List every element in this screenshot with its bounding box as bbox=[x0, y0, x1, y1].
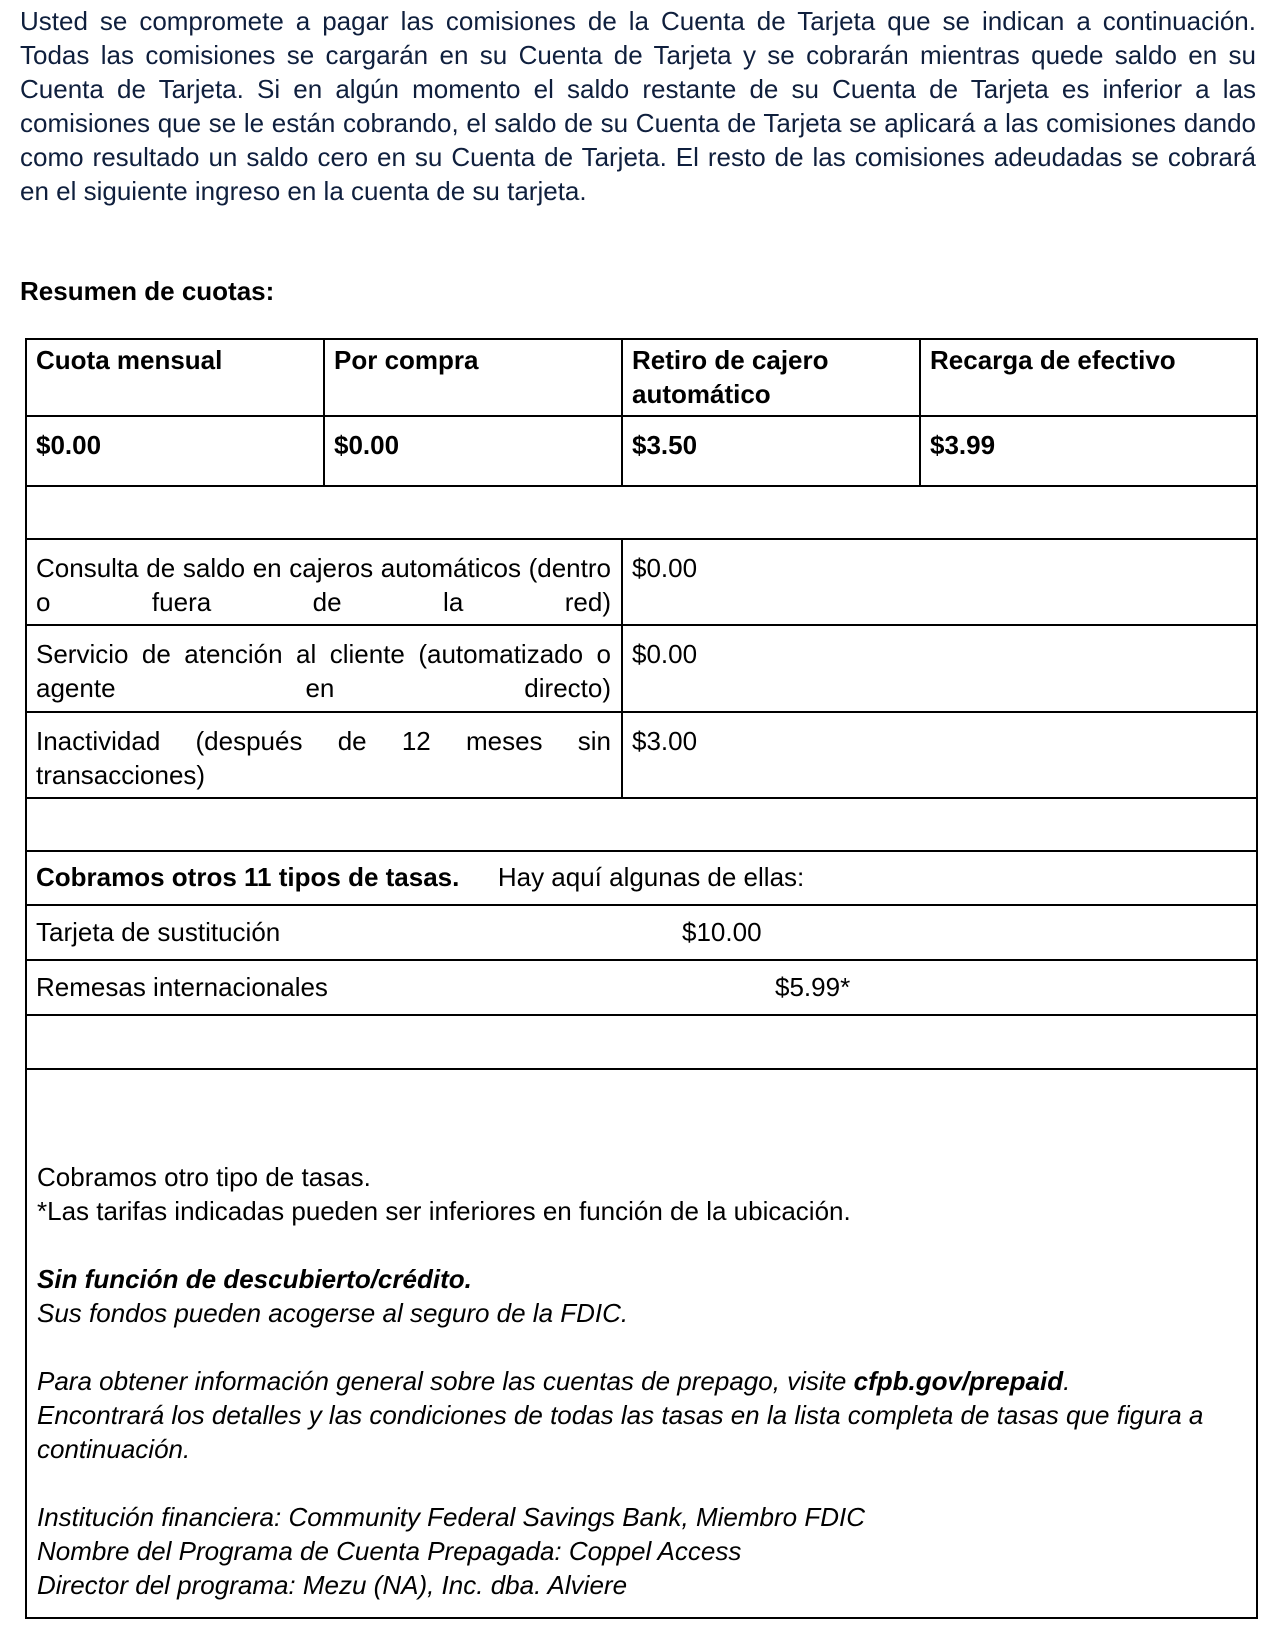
row-divider bbox=[27, 538, 1256, 540]
row-divider bbox=[27, 1068, 1256, 1070]
fee-label-international-remittance: Remesas internacionales bbox=[36, 972, 328, 1002]
fee-summary-box bbox=[25, 338, 1258, 1619]
row-divider bbox=[27, 797, 1256, 799]
fee-value-atm-balance-inquiry: $0.00 bbox=[632, 553, 698, 583]
row-divider bbox=[27, 624, 1256, 626]
fee-label-monthly: Cuota mensual bbox=[36, 345, 223, 375]
row-divider bbox=[27, 850, 1256, 852]
fee-box-footer bbox=[37, 1160, 1247, 1602]
info-suffix: . bbox=[1063, 1366, 1071, 1396]
other-fees-heading bbox=[36, 860, 804, 894]
details-note: Encontrará los detalles y las condiciones de todas las tasas en la lista completa de tasas que figura a continuación. bbox=[37, 1400, 1204, 1464]
fee-value-per-purchase: $0.00 bbox=[334, 430, 400, 460]
summary-heading: Resumen de cuotas: bbox=[20, 276, 275, 306]
info-note bbox=[37, 1364, 1247, 1398]
fdic-note: Sus fondos pueden acogerse al seguro de la FDIC. bbox=[37, 1298, 629, 1328]
fee-label-inactivity: Inactividad (después de 12 meses sin transacciones) bbox=[36, 726, 611, 790]
intro-paragraph: Usted se compromete a pagar las comisiones de la Cuenta de Tarjeta que se indican a continuación. Todas las comisiones se cargarán en su Cuenta de Tarjeta y se cobrarán mientras quede saldo en su Cuenta de Tarjeta. Si en algún momento el saldo restante de su Cuenta de Tarjeta es inferior a las comisiones que se le están cobrando, el saldo de su Cuenta de Tarjeta se aplicará a las comisiones dando como resultado un saldo cero en su Cuenta de Tarjeta. El resto de las comisiones adeudadas se cobrará en el siguiente ingreso en la cuenta de su tarjeta. bbox=[20, 6, 1256, 206]
other-fees-heading-rest: Hay aquí algunas de ellas: bbox=[497, 862, 805, 892]
fee-value-international-remittance: $5.99* bbox=[775, 972, 851, 1002]
no-overdraft-note: Sin función de descubierto/crédito. bbox=[37, 1264, 472, 1294]
fee-value-inactivity: $3.00 bbox=[632, 726, 698, 756]
fee-value-replacement-card: $10.00 bbox=[682, 917, 762, 947]
column-divider bbox=[919, 340, 921, 487]
column-divider bbox=[621, 340, 623, 487]
column-divider bbox=[621, 538, 623, 799]
column-divider bbox=[323, 340, 325, 487]
fee-label-atm-withdrawal: Retiro de cajero automático bbox=[632, 345, 829, 409]
fee-label-replacement-card: Tarjeta de sustitución bbox=[36, 917, 281, 947]
location-note: *Las tarifas indicadas pueden ser inferiores en función de la ubicación. bbox=[37, 1196, 851, 1226]
fee-label-atm-balance-inquiry: Consulta de saldo en cajeros automáticos (dentro o fuera de la red) bbox=[36, 553, 611, 617]
financial-institution: Institución financiera: Community Federal Savings Bank, Miembro FDIC bbox=[37, 1502, 865, 1532]
info-prefix: Para obtener información general sobre las cuentas de prepago, visite bbox=[37, 1366, 854, 1396]
fee-value-cash-reload: $3.99 bbox=[930, 430, 996, 460]
fee-label-per-purchase: Por compra bbox=[334, 345, 479, 375]
row-divider bbox=[27, 1014, 1256, 1016]
fee-value-customer-service: $0.00 bbox=[632, 639, 698, 669]
program-name: Nombre del Programa de Cuenta Prepagada: Coppel Access bbox=[37, 1536, 742, 1566]
row-divider bbox=[27, 959, 1256, 961]
cfpb-link[interactable]: cfpb.gov/prepaid bbox=[853, 1366, 1064, 1396]
row-divider bbox=[27, 485, 1256, 487]
fee-label-customer-service: Servicio de atención al cliente (automatizado o agente en directo) bbox=[36, 639, 611, 703]
program-director: Director del programa: Mezu (NA), Inc. dba. Alviere bbox=[37, 1570, 628, 1600]
other-fees-heading-bold: Cobramos otros 11 tipos de tasas. bbox=[36, 862, 460, 892]
row-divider bbox=[27, 711, 1256, 713]
fee-value-monthly: $0.00 bbox=[36, 430, 102, 460]
fee-label-cash-reload: Recarga de efectivo bbox=[930, 345, 1176, 375]
row-divider bbox=[27, 904, 1256, 906]
row-divider bbox=[27, 415, 1256, 417]
other-fees-note: Cobramos otro tipo de tasas. bbox=[37, 1162, 371, 1192]
fee-value-atm-withdrawal: $3.50 bbox=[632, 430, 698, 460]
